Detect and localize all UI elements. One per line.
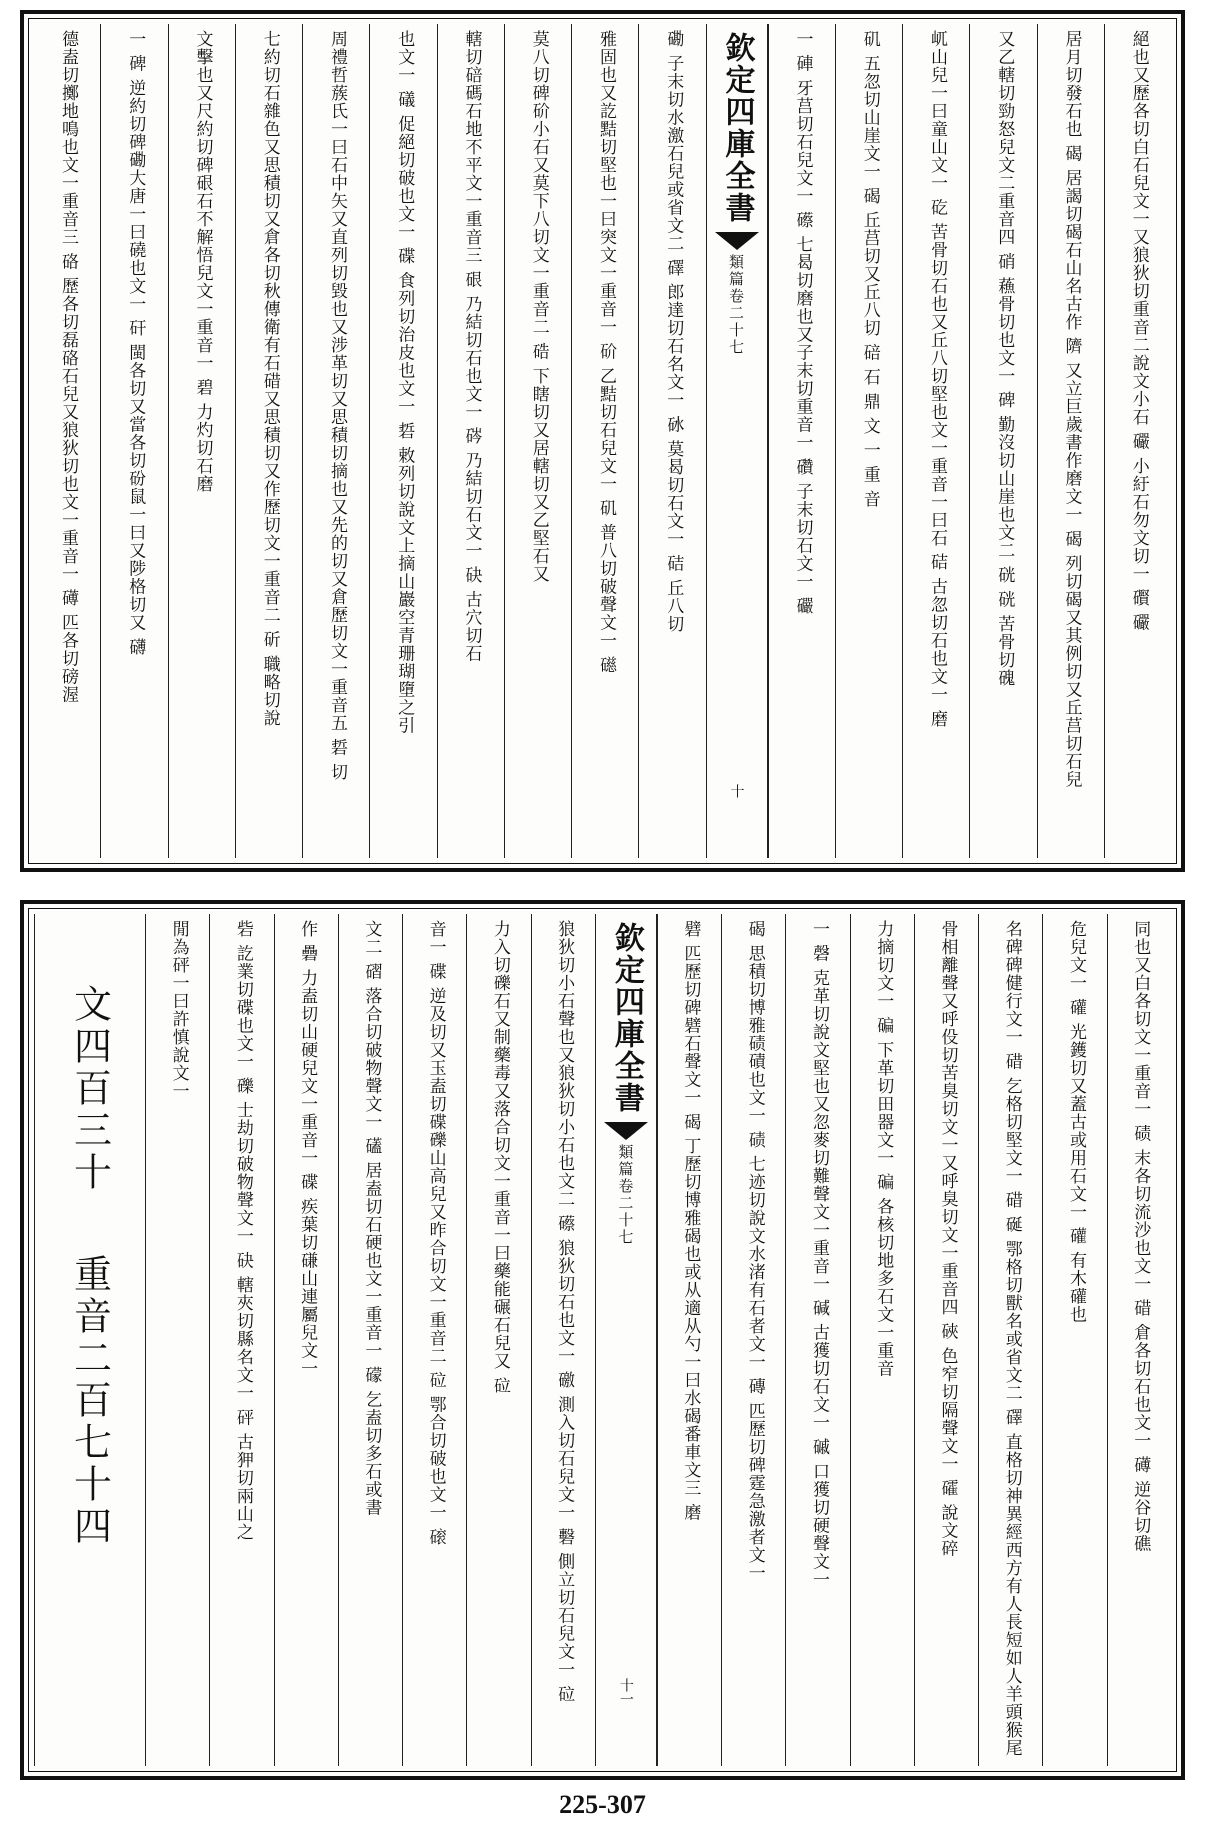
text-column	[168, 24, 235, 858]
text-column	[302, 24, 369, 858]
column-text: 力入切礫石又制藥毒又落合切文一重音一曰藥能碾石兒又 砬	[489, 920, 510, 1395]
text-column	[657, 914, 721, 1766]
text-column	[531, 914, 595, 1766]
center-fold-column	[706, 24, 768, 858]
text-column	[338, 914, 402, 1766]
column-text: 文二 磖 落合切破物聲文一 礚 居盍切石硬也文一重音一 礞 乞盍切多石或書	[361, 920, 382, 1517]
text-column	[1042, 914, 1106, 1766]
page-number: 225-307	[559, 1790, 646, 1819]
column-text: 居月切發石也 碣 居謁切碣石山名古作 隮 又立巨歲書作磨文一 碣 列切碣又其例切又丘莒切石兒	[1061, 30, 1082, 789]
column-text: 名碑碑健行文一 碏 乞格切堅文一 碏 硟 鄂格切獸名或省文二 礋 直格切神異經西方有人長短如人羊頭猴尾	[1001, 920, 1022, 1757]
text-column	[209, 914, 273, 1766]
text-column	[902, 24, 969, 858]
upper-columns	[34, 24, 1171, 858]
column-text: 同也又白各切文一重音一 碛 末各切流沙也文一 碏 倉各切石也文一 礡 逆谷切礁	[1130, 920, 1151, 1553]
text-column	[437, 24, 504, 858]
column-text: 絕也又歷各切白石兒文一又狼狄切重音二說文小石 礹 小紆石勿文切一 礥 礹	[1128, 30, 1149, 632]
text-column	[274, 914, 338, 1766]
column-text: 礕 匹歷切碑礕石聲文一 碣 丁歷切博雅碣也或从適从勺一曰水碣番車文三 磨	[680, 920, 701, 1522]
text-column	[721, 914, 785, 1766]
text-column	[785, 914, 849, 1766]
text-column	[466, 914, 530, 1766]
column-text: 周禮哲蔟氏一曰石中矢又直列切毀也又涉革切又思積切摘也又先的切又倉歷切文一重音五 硩 切	[327, 30, 348, 781]
section-name: 類篇	[616, 1144, 635, 1178]
upper-page	[20, 10, 1185, 872]
leaf-number: 十一	[617, 1678, 634, 1706]
text-column	[504, 24, 571, 858]
text-column	[145, 914, 209, 1766]
column-text: 矶 五忽切山崖文一 碣 丘莒切又丘八切 碚 石 鼎 文 一 重 音	[859, 30, 880, 509]
text-column	[402, 914, 466, 1766]
column-text: 力摘切文一 碥 下革切田器文一 碥 各核切地多石文一重音	[873, 920, 894, 1378]
column-text: 又乙轄切勁怒兒文二重音四 硝 蘓骨切也文一 碑 勤沒切山崖也文二 硄 硄 苦骨切磈	[994, 30, 1015, 687]
center-fold-column	[595, 914, 657, 1766]
fishtail-mark-icon	[715, 232, 759, 250]
column-text: 一 硨 牙莒切石兒文一 礤 七曷切磨也又子末切重音一 礸 子末切石文一 礹	[792, 30, 813, 615]
column-text: 音一 碟 逆及切又玉盍切碟礫山高兒又昨合切文一重音二 砬 鄂合切破也文一 磙	[425, 920, 446, 1547]
text-column	[235, 24, 302, 858]
section-name: 類篇	[727, 254, 745, 288]
column-text: 七約切石雜色又思積切又倉各切秋傳衛有石碏又思積切又作歷切文一重音二 斫 職略切說	[259, 30, 280, 727]
column-text: 文擊也又尺約切碑硍石不解悟兒文一重音一 碧 力灼切石磨	[192, 30, 213, 493]
text-column	[835, 24, 902, 858]
column-text: 危兒文一 礶 光鑊切又蓋古或用石文一 礶 有木礶也	[1066, 920, 1087, 1324]
text-column	[978, 914, 1042, 1766]
column-text: 轄切碚碼石地不平文一重音三 硍 乃結切石也文一 硶 乃結切石文一 砄 古穴切石	[461, 30, 482, 663]
text-column	[969, 24, 1036, 858]
book-title: 欽定四庫全書	[719, 32, 755, 224]
column-text: 閒為砰一曰許慎說文一	[168, 920, 189, 1100]
text-column	[638, 24, 705, 858]
column-text: 德盍切擲地鳴也文一重音三 硌 歷各切磊硌石兒又狼狄切也文一重音一 礡 匹各切磅渥	[58, 30, 79, 704]
column-text: 也文一 礒 促絕切破也文一 碟 食列切治皮也文一 硩 敕列切說文上摘山巖空青珊瑚墮之引	[394, 30, 415, 735]
column-text: 狼狄切小石聲也又狼狄切小石也文二 礤 狼狄切石也文一 礉 測入切石兒文一 礊 側立切石兒文一 砬	[554, 920, 575, 1703]
volume-name: 卷二十七	[727, 288, 745, 356]
text-column	[768, 24, 835, 858]
column-text: 雅固也又訖黠切堅也一曰突文一重音一 砎 乙黠切石兒文一 矶 普八切破聲文一 礠	[596, 30, 617, 675]
column-text: 碣 思積切博雅碛磧也文一 碛 七迹切說文水渚有石者文一 磚 匹歷切碑霆急激者文一	[744, 920, 765, 1583]
column-text: 作 礨 力盍切山硬兒文一重音一 碟 疾葉切磏山連屬兒文一	[297, 920, 318, 1378]
text-column	[1104, 24, 1171, 858]
column-text: 莫八切碑砎小石又莫下八切文一重音二 硞 下瞎切又居轄切又乙堅石又	[528, 30, 549, 583]
book-title: 欽定四庫全書	[608, 922, 644, 1114]
text-column	[571, 24, 638, 858]
column-text: 磡 子末切水激石兒或省文二 礋 郎達切石名文一 砅 莫曷切石文一 硈 丘八切	[663, 30, 684, 633]
text-count: 文四百三十	[67, 984, 112, 1194]
text-column	[1107, 914, 1171, 1766]
summary-column	[34, 914, 145, 1766]
column-text: 屼山兒一曰童山文一 矻 苦骨切石也又丘八切堅也文一重音一曰石 硈 古忽切石也文一 磨	[927, 30, 948, 729]
column-text: 砦 訖業切碟也文一 礫 士劫切破物聲文一 砄 轄夾切縣名文一 砰 古狎切兩山之	[232, 920, 253, 1541]
text-column	[914, 914, 978, 1766]
text-column	[100, 24, 167, 858]
reading-count: 重音二百七十四	[67, 1254, 112, 1548]
text-column	[34, 24, 100, 858]
text-column	[369, 24, 436, 858]
text-column	[1037, 24, 1104, 858]
column-text: 一 碑 逆約切碑磡大唐一曰磽也文一 矸 閩各切又當各切砏鼠一曰又陟格切又 礴	[125, 30, 146, 657]
leaf-number: 十	[728, 784, 745, 798]
lower-page	[20, 900, 1185, 1780]
fishtail-mark-icon	[604, 1122, 648, 1140]
volume-name: 卷二十七	[616, 1178, 635, 1246]
text-column	[850, 914, 914, 1766]
column-text: 一 磬 克革切說文堅也又忽麥切難聲文一重音一 碱 古獲切石文一 磩 口獲切硬聲文一	[808, 920, 829, 1589]
lower-columns	[34, 914, 1171, 1766]
column-text: 骨相離聲又呼伇切苦臭切文一又呼臭切文一重音四 硤 色窄切隔聲文一 礭 說文碎	[937, 920, 958, 1558]
